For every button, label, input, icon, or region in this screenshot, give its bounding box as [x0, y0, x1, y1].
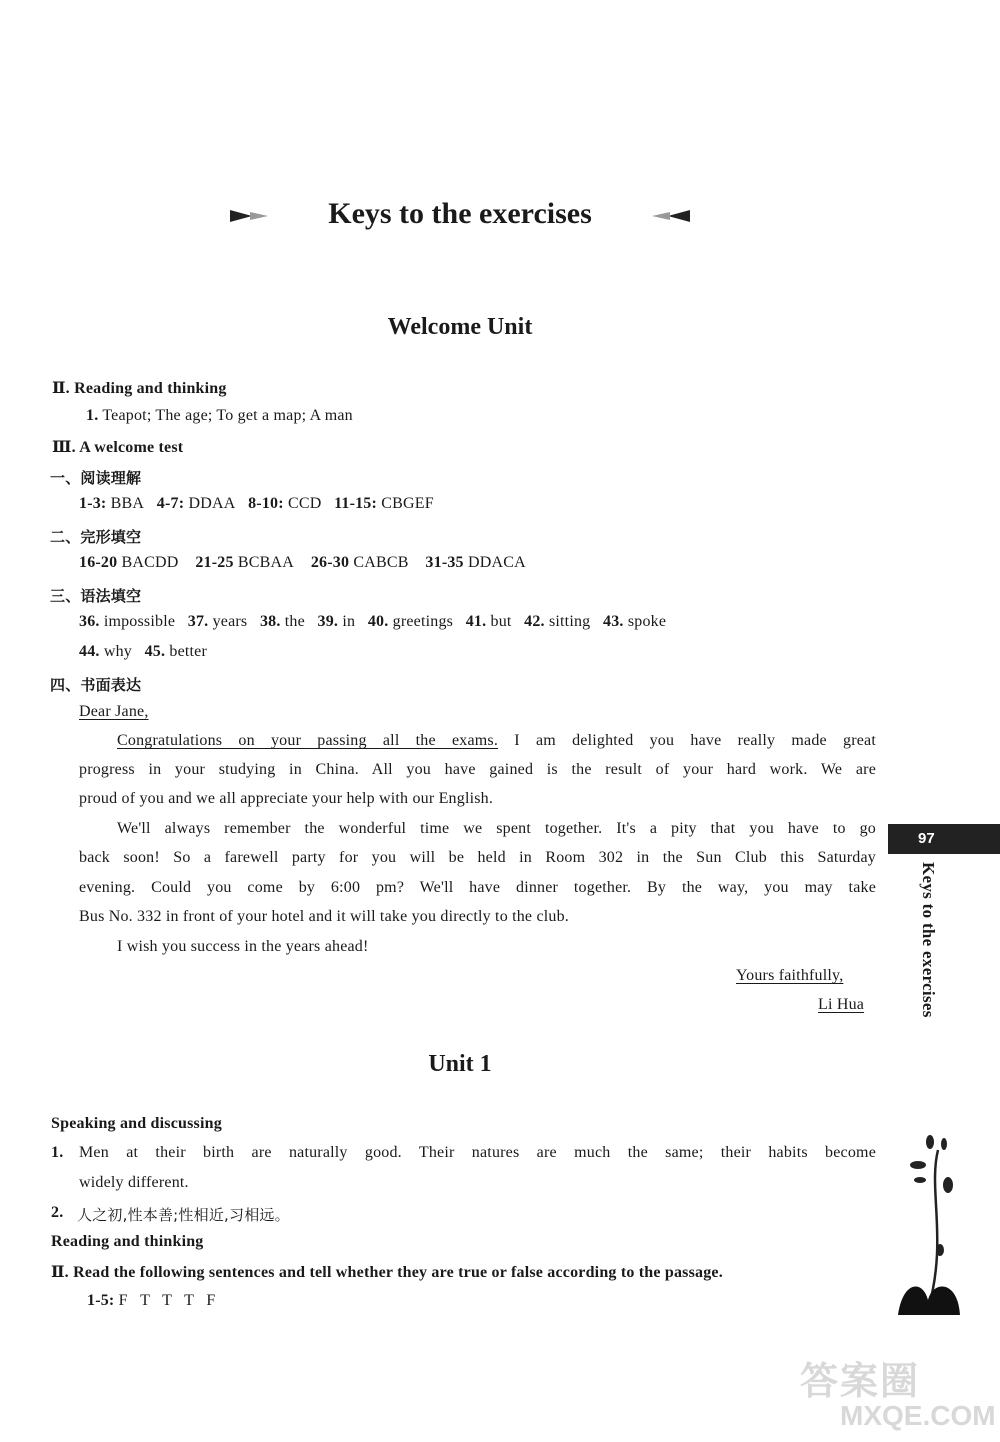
letter-para2-line4: Bus No. 332 in front of your hotel and it will take you directly to the club. — [79, 908, 569, 925]
unit1-reading-heading: Reading and thinking — [51, 1233, 204, 1250]
right-arrow-ornament — [648, 208, 690, 229]
page-number-tab: 97 — [888, 824, 1000, 854]
unit1-q1-line2: widely different. — [79, 1174, 189, 1191]
unit1-q2-text: 人之初,性本善;性相近,习相远。 — [77, 1206, 290, 1224]
section-title-unit1: Unit 1 — [428, 1051, 492, 1077]
page-title: Keys to the exercises — [328, 197, 592, 230]
sidebar-vertical-title: Keys to the exercises — [919, 862, 938, 1018]
letter-para1-line2: progress in your studying in China. All you have gained is the result of your hard work. We are — [79, 761, 876, 778]
part1-heading: 一、阅读理解 — [50, 469, 142, 487]
part3-heading: 三、语法填空 — [50, 587, 142, 605]
part3-answers-line2: 44. why 45. better — [79, 643, 208, 660]
part1-answers: 1-3: BBA 4-7: DDAA 8-10: CCD 11-15: CBGEF — [79, 495, 434, 512]
letter-para2-line2: back soon! So a farewell party for you will be held in Room 302 in the Sun Club this Saturday — [79, 849, 876, 866]
unit1-q2-number: 2. — [51, 1204, 64, 1221]
part4-heading: 四、书面表达 — [50, 676, 142, 694]
letter-signature: Li Hua — [818, 996, 865, 1013]
welcome-section-3-heading: Ⅲ. A welcome test — [52, 439, 184, 456]
letter-para1-line1: Congratulations on your passing all the exams. I am delighted you have really made great — [117, 732, 876, 749]
unit1-speaking-heading: Speaking and discussing — [51, 1115, 222, 1132]
watermark-url: MXQE.COM — [840, 1400, 996, 1431]
letter-para1-line3: proud of you and we all appreciate your help with our English. — [79, 790, 494, 807]
unit1-q1-number: 1. — [51, 1144, 64, 1161]
welcome-section-2-answer: 1. Teapot; The age; To get a map; A man — [86, 407, 353, 424]
unit1-section-2-heading: Ⅱ. Read the following sentences and tell whether they are true or false according to the passage. — [51, 1264, 723, 1281]
part2-answers: 16-20 BACDD 21-25 BCBAA 26-30 CABCB 31-35 DDACA — [79, 554, 526, 571]
letter-para2-line1: We'll always remember the wonderful time we spent together. It's a pity that you have to go — [117, 820, 876, 837]
unit1-section-2-answer: 1-5: F T T T F — [87, 1292, 216, 1309]
unit1-q1-line1: Men at their birth are naturally good. Their natures are much the same; their habits become — [79, 1144, 876, 1161]
watermark-logo: 答案圈 — [800, 1361, 921, 1403]
plant-illustration — [888, 1130, 968, 1325]
letter-greeting: Dear Jane, — [79, 703, 149, 720]
part3-answers-line1: 36. impossible 37. years 38. the 39. in 40. greetings 41. but 42. sitting 43. spoke — [79, 613, 667, 630]
letter-para3: I wish you success in the years ahead! — [117, 938, 369, 955]
letter-para2-line3: evening. Could you come by 6:00 pm? We'll have dinner together. By the way, you may take — [79, 879, 876, 896]
part2-heading: 二、完形填空 — [50, 528, 142, 546]
section-title-welcome: Welcome Unit — [387, 314, 533, 340]
welcome-section-2-heading: Ⅱ. Reading and thinking — [52, 380, 227, 397]
letter-closing: Yours faithfully, — [736, 967, 844, 984]
